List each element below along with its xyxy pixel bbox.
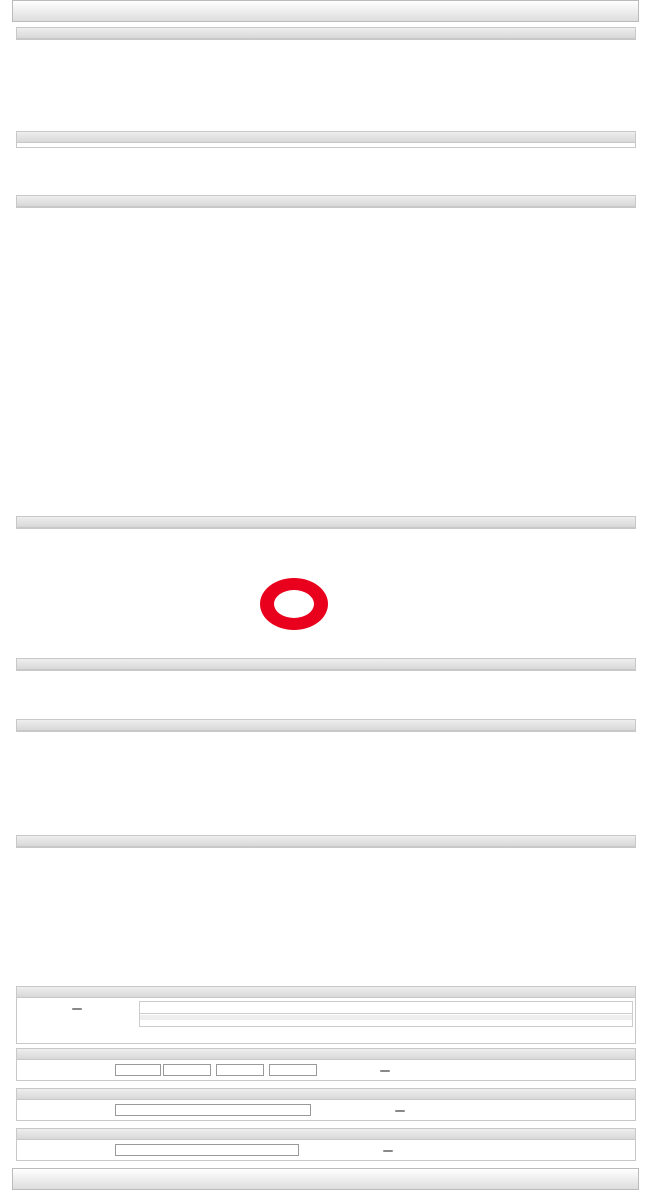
mail-address-input[interactable] <box>115 1144 299 1156</box>
mysql-host-input[interactable] <box>115 1064 161 1076</box>
section-title <box>17 28 635 39</box>
mysql-check-button[interactable] <box>380 1070 390 1072</box>
watermark <box>250 570 420 650</box>
function-check-button[interactable] <box>395 1110 405 1112</box>
server-params-section <box>16 27 636 40</box>
modules-section <box>16 131 636 148</box>
mysql-pass-input[interactable] <box>269 1064 317 1076</box>
mail-check-button[interactable] <box>383 1150 393 1152</box>
footer <box>12 1168 639 1190</box>
section-title <box>17 836 635 847</box>
function-check-section <box>16 1088 636 1121</box>
speed-test-section <box>16 986 636 1044</box>
mysql-check-section <box>16 1048 636 1081</box>
speed-scale <box>139 1001 633 1027</box>
section-title <box>17 987 635 998</box>
mail-check-section <box>16 1128 636 1161</box>
mysql-port-input[interactable] <box>163 1064 211 1076</box>
start-speed-test-button[interactable] <box>72 1008 82 1010</box>
php-params-section <box>16 195 636 208</box>
section-title <box>17 720 635 731</box>
section-title <box>17 659 635 670</box>
section-title <box>17 1129 635 1140</box>
section-title <box>17 1049 635 1060</box>
top-nav <box>12 0 639 22</box>
function-name-input[interactable] <box>115 1104 311 1116</box>
third-party-section <box>16 658 636 671</box>
database-section <box>16 719 636 732</box>
modules-list <box>17 143 635 147</box>
section-title <box>17 1089 635 1100</box>
mysql-user-input[interactable] <box>216 1064 264 1076</box>
section-title <box>17 132 635 143</box>
section-title <box>17 517 635 528</box>
components-section <box>16 516 636 529</box>
section-title <box>17 196 635 207</box>
a5-logo-icon <box>250 570 420 650</box>
performance-section <box>16 835 636 848</box>
